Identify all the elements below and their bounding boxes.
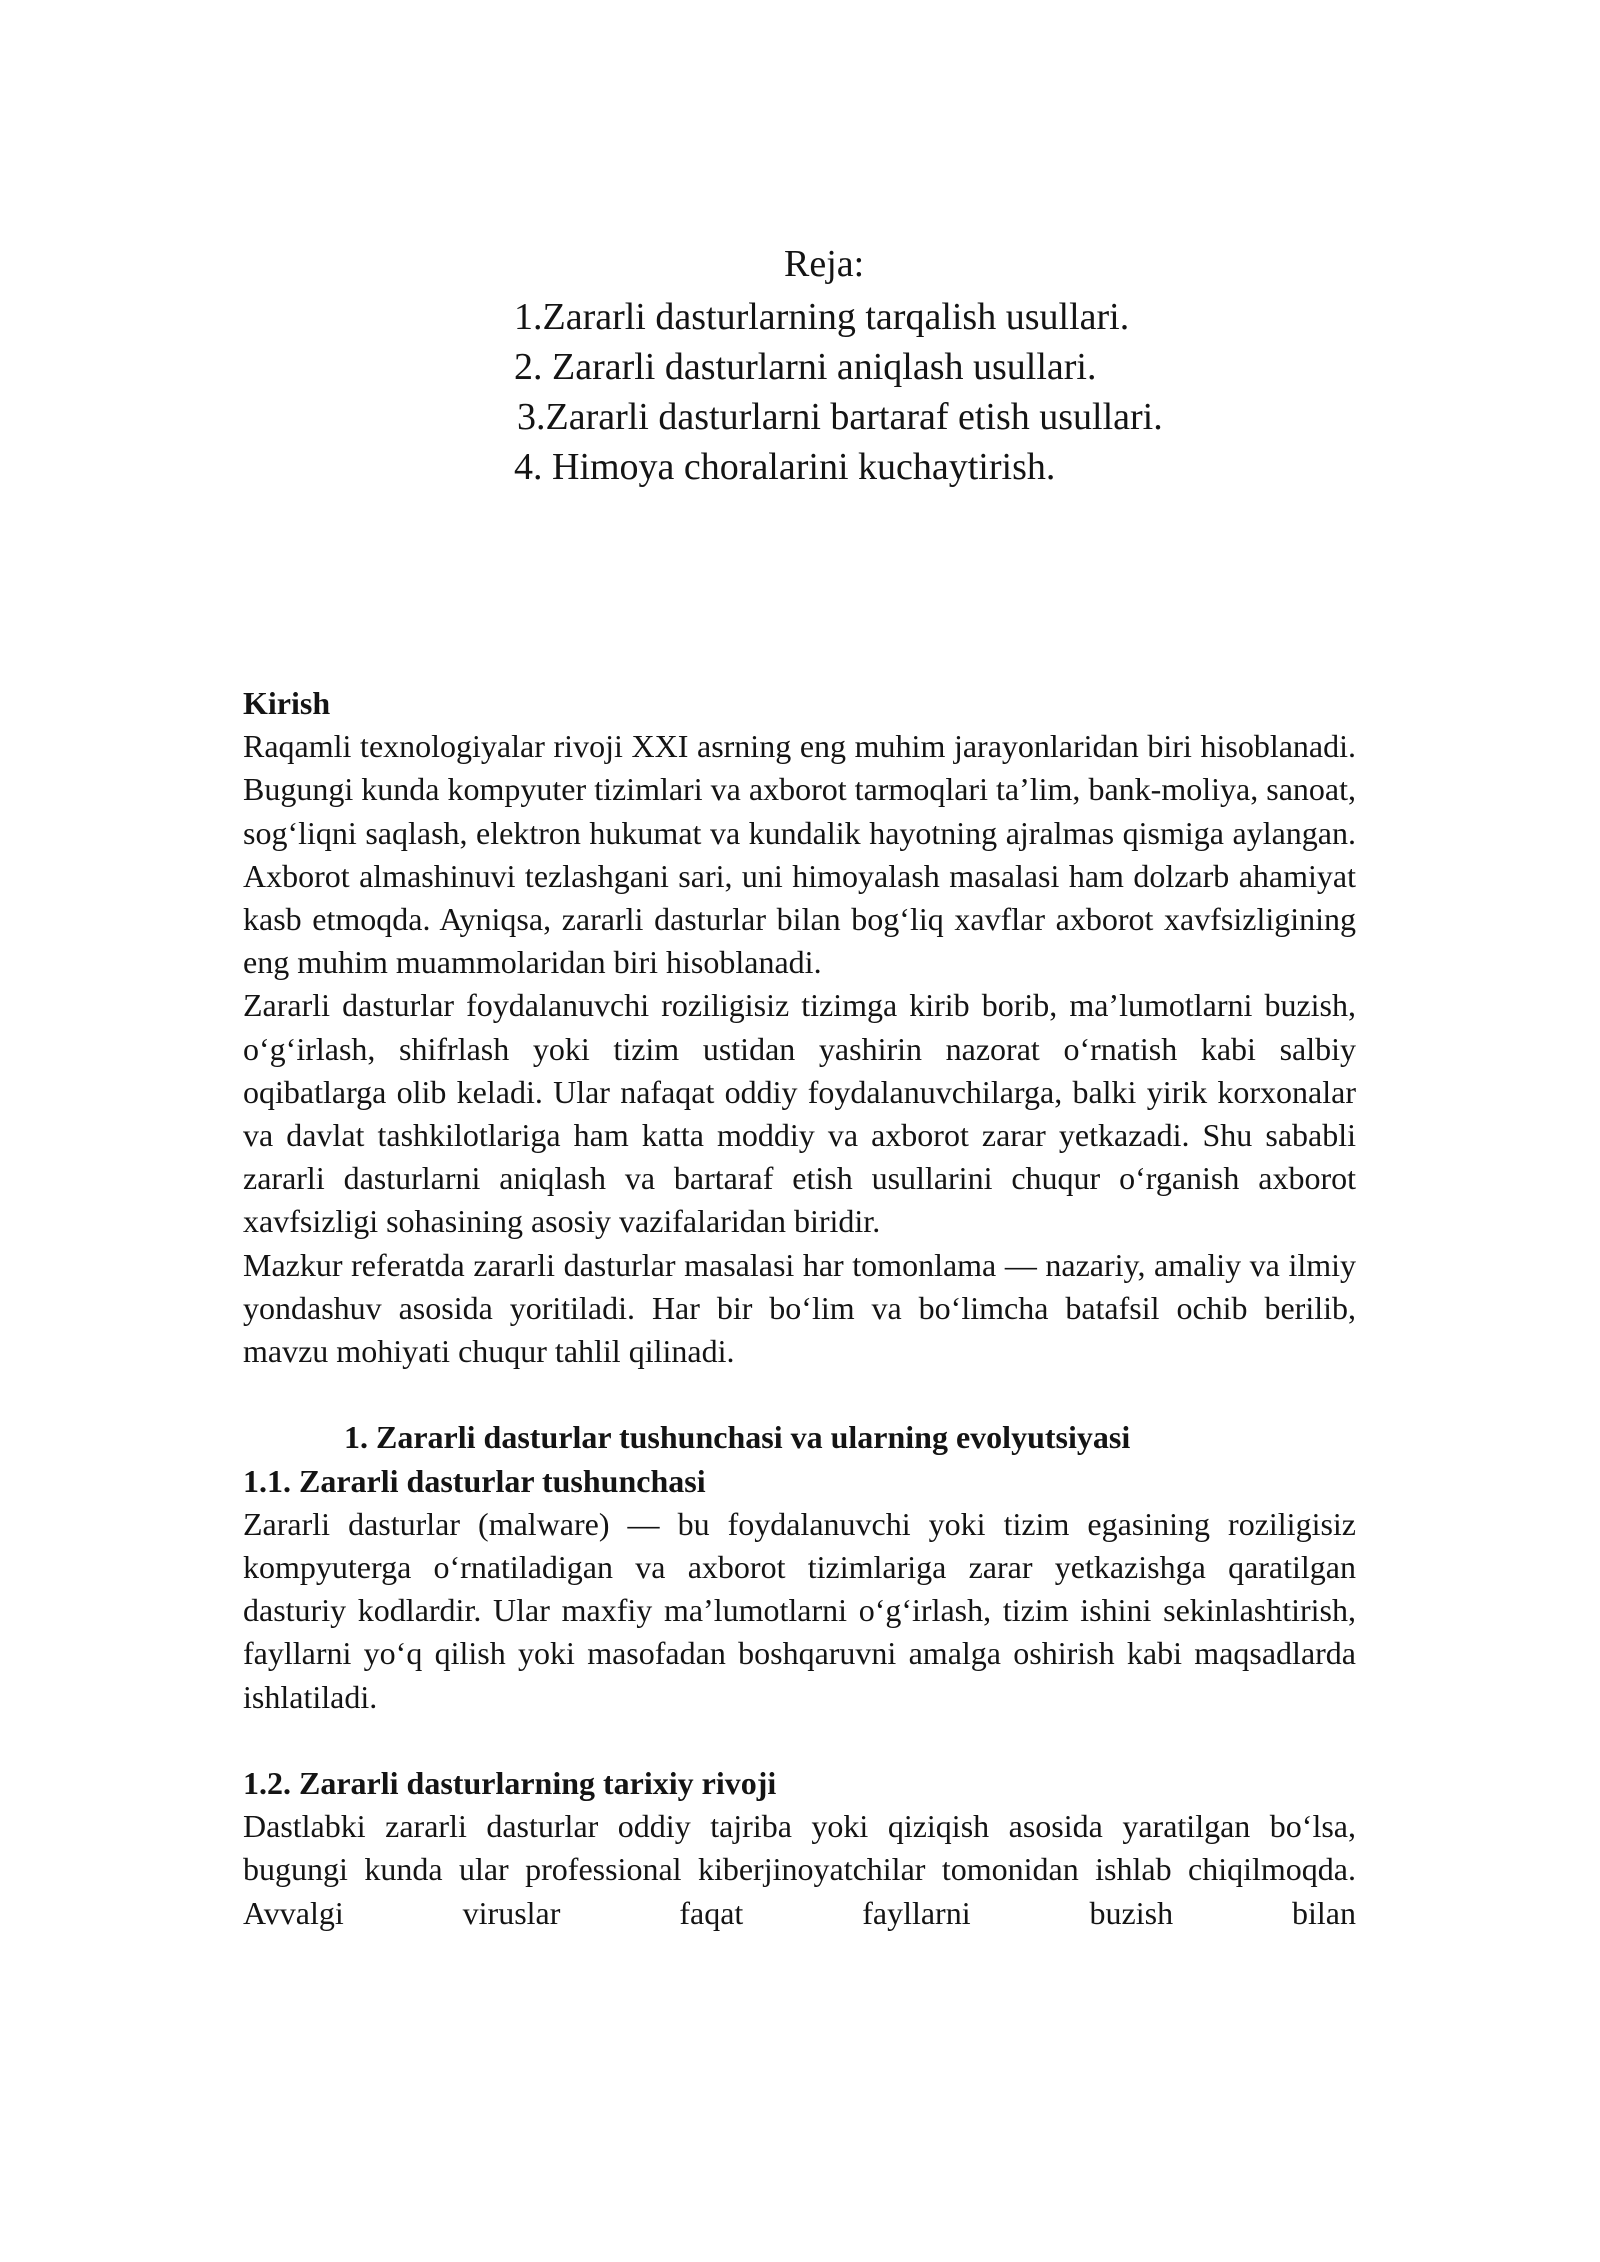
plan-list [514,292,1163,492]
plan-title: Reja: [784,243,865,285]
spacer [243,1719,1356,1762]
plan-item: 4. Himoya choralarini kuchaytirish. [514,446,1056,488]
plan-item: 2. Zararli dasturlarni aniqlash usullari. [514,346,1097,388]
plan-item: 3.Zararli dasturlarni bartaraf etish usullari. [517,396,1163,438]
section-paragraph: Zararli dasturlar (malware) — bu foydalanuvchi yoki tizim egasining roziligisiz kompyuterga o‘rnatiladigan va axborot tizimlariga zarar yetkazishga qaratilgan dasturiy kodlardir. Ular maxfiy ma’lumotlarni o‘g‘irlash, tizim ishini sekinlashtirish, fayllarni yo‘q qilish yoki masofadan boshqaruvni amalga oshirish kabi maqsadlarda ishlatiladi. [243,1505,1356,1715]
document-body [243,682,1356,1935]
section-heading: 1.1. Zararli dasturlar tushunchasi [243,1462,706,1499]
spacer [243,1373,1356,1416]
section-heading: 1.2. Zararli dasturlarning tarixiy rivoji [243,1765,777,1802]
intro-paragraph: Raqamli texnologiyalar rivoji XXI asrning eng muhim jarayonlaridan biri hisoblanadi. Bugungi kunda kompyuter tizimlari va axborot tarmoqlari ta’lim, bank-moliya, sanoat, sog‘liqni saqlash, elektron hukumat va kundalik hayotning ajralmas qismiga aylangan. Axborot almashinuvi tezlashgani sari, uni himoyalash masalasi ham dolzarb ahamiyat kasb etmoqda. Ayniqsa, zararli dasturlar bilan bog‘liq xavflar axborot xavfsizligining eng muhim muammolaridan biri hisoblanadi. [243,728,1356,981]
section-paragraph: Dastlabki zararli dasturlar oddiy tajriba yoki qiziqish asosida yaratilgan bo‘lsa, bugungi kunda ular professional kiberjinoyatchilar tomonidan ishlab chiqilmoqda. Avvalgi viruslar faqat fayllarni buzish bilan [243,1808,1356,1931]
intro-paragraph: Mazkur referatda zararli dasturlar masalasi har tomonlama — nazariy, amaliy va ilmiy yondashuv asosida yoritiladi. Har bir bo‘lim va bo‘limcha batafsil ochib berilib, mavzu mohiyati chuqur tahlil qilinadi. [243,1246,1356,1370]
chapter-heading: 1. Zararli dasturlar tushunchasi va ularning evolyutsiyasi [344,1419,1131,1456]
intro-heading: Kirish [243,685,331,721]
intro-paragraph: Zararli dasturlar foydalanuvchi roziligisiz tizimga kirib borib, ma’lumotlarni buzish, o‘g‘irlash, shifrlash yoki tizim ustidan yashirin nazorat o‘rnatish kabi salbiy oqibatlarga olib keladi. Ular nafaqat oddiy foydalanuvchilarga, balki yirik korxonalar va davlat tashkilotlariga ham katta moddiy va axborot zarar yetkazadi. Shu sababli zararli dasturlarni aniqlash va bartaraf etish usullarini chuqur o‘rganish axborot xavfsizligi sohasining asosiy vazifalaridan biridir. [243,987,1356,1240]
plan-item: 1.Zararli dasturlarning tarqalish usullari. [514,296,1130,338]
